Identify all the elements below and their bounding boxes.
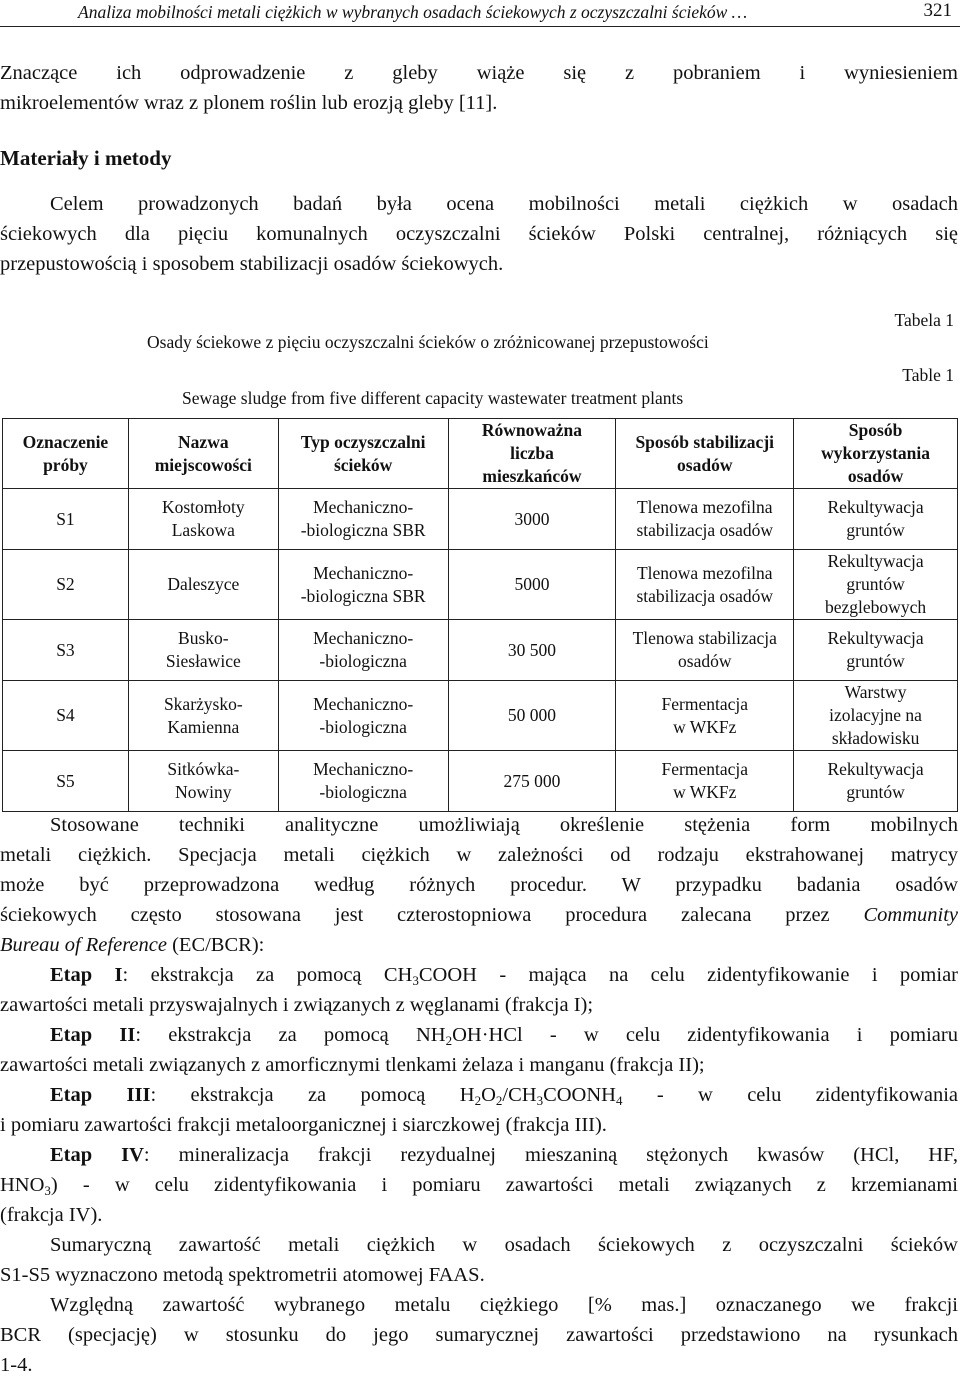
cell-stabilization: Fermentacja w WKFz [616, 751, 794, 812]
step-2-line: zawartości metali związanych z amorficznymi tlenkami żelaza i manganu (frakcja II); [0, 1054, 705, 1076]
methods-line: Celem prowadzonych badań była ocena mobilności metali ciężkich w osadach [50, 193, 958, 215]
cell-sample-id: S5 [3, 751, 129, 812]
summary-line: S1-S5 wyznaczono metodą spektrometrii atomowej FAAS. [0, 1264, 485, 1286]
step-text: : ekstrakcja za pomocą CH [122, 964, 413, 986]
cell-stabilization: Tlenowa stabilizacja osadów [616, 620, 794, 681]
subscript: 3 [536, 1093, 544, 1108]
cell-population-equivalent: 5000 [448, 550, 616, 620]
step-3-line: i pomiaru zawartości frakcji metaloorganicznej i siarczkowej (frakcja III). [0, 1114, 607, 1136]
header-cell-location: Nazwa miejscowości [128, 419, 278, 489]
step-4-line [0, 1140, 958, 1170]
analysis-text: ściekowych często stosowana jest czterostopniowa procedura zalecana przez [0, 904, 864, 926]
analysis-line [0, 930, 958, 960]
analysis-line [0, 900, 958, 930]
running-header [0, 0, 960, 27]
analysis-italic-text: Community [863, 904, 958, 926]
subscript: 3 [412, 973, 419, 988]
subscript: 2 [474, 1093, 482, 1108]
cell-plant-type: Mechaniczno- -biologiczna [278, 751, 448, 812]
step-2-line [0, 1020, 958, 1050]
analysis-paragraph [0, 810, 958, 1380]
section-title: Materiały i metody [0, 146, 172, 170]
cell-plant-type: Mechaniczno- -biologiczna SBR [278, 489, 448, 550]
cell-location: Sitkówka- Nowiny [128, 751, 278, 812]
summary-line: BCR (specjację) w stosunku do jego sumarycznej zawartości przedstawiono na rysunkach [0, 1324, 958, 1346]
cell-sample-id: S1 [3, 489, 129, 550]
sludge-table [2, 418, 958, 812]
table-title-en: Sewage sludge from five different capacity wastewater treatment plants [182, 388, 684, 408]
analysis-line: Stosowane techniki analityczne umożliwiają określenie stężenia form mobilnych [50, 814, 958, 836]
table-row [3, 489, 958, 550]
cell-plant-type: Mechaniczno- -biologiczna SBR [278, 550, 448, 620]
step-text: ) - w celu zidentyfikowania i pomiaru zawartości metali związanych z krzemianami [50, 1174, 958, 1196]
table-title-pl: Osady ściekowe z pięciu oczyszczalni ścieków o zróżnicowanej przepustowości [147, 332, 709, 352]
analysis-italic-text: Bureau of Reference [0, 934, 167, 956]
summary-line: Względną zawartość wybranego metalu ciężkiego [% mas.] oznaczanego we frakcji [50, 1294, 958, 1316]
cell-usage: Rekultywacja gruntów [794, 620, 958, 681]
intro-paragraph [0, 58, 958, 118]
step-text: COOH - mająca na celu zidentyfikowanie i pomiar [418, 964, 959, 986]
cell-usage: Warstwy izolacyjne na składowisku [794, 681, 958, 751]
methods-line: przepustowością i sposobem stabilizacji osadów ściekowych. [0, 253, 504, 275]
cell-population-equivalent: 30 500 [448, 620, 616, 681]
cell-plant-type: Mechaniczno- -biologiczna [278, 620, 448, 681]
step-text: : ekstrakcja za pomocą H [150, 1084, 475, 1106]
cell-stabilization: Tlenowa mezofilna stabilizacja osadów [616, 489, 794, 550]
cell-population-equivalent: 3000 [448, 489, 616, 550]
step-2-label: Etap II [50, 1024, 136, 1046]
step-text: OH·HCl - w celu zidentyfikowania i pomiaru [452, 1024, 958, 1046]
cell-usage: Rekultywacja gruntów bezglebowych [794, 550, 958, 620]
cell-plant-type: Mechaniczno- -biologiczna [278, 681, 448, 751]
cell-location: Busko- Siesławice [128, 620, 278, 681]
analysis-line: metali ciężkich. Specjacja metali ciężkich w zależności od rodzaju ekstrahowanej matrycy [0, 844, 958, 866]
header-cell-sample-id: Oznaczenie próby [3, 419, 129, 489]
cell-location: Kostomłoty Laskowa [128, 489, 278, 550]
cell-sample-id: S3 [3, 620, 129, 681]
methods-paragraph [0, 189, 958, 279]
cell-stabilization: Fermentacja w WKFz [616, 681, 794, 751]
summary-line: Sumaryczną zawartość metali ciężkich w osadach ściekowych z oczyszczalni ścieków [50, 1234, 958, 1256]
intro-line: mikroelementów wraz z plonem roślin lub erozją gleby [11]. [0, 92, 498, 114]
header-cell-plant-type: Typ oczyszczalni ścieków [278, 419, 448, 489]
header-cell-population-equivalent: Równoważna liczba mieszkańców [448, 419, 616, 489]
table-row [3, 751, 958, 812]
running-title: Analiza mobilności metali ciężkich w wybranych osadach ściekowych z oczyszczalni ścieków … [78, 2, 748, 22]
step-4-line: (frakcja IV). [0, 1204, 103, 1226]
step-text: /CH [502, 1084, 537, 1106]
cell-population-equivalent: 275 000 [448, 751, 616, 812]
step-4-line [0, 1170, 958, 1200]
table-header-row [3, 419, 958, 489]
cell-location: Daleszyce [128, 550, 278, 620]
step-4-label: Etap IV [50, 1144, 144, 1166]
table-label-en: Table 1 [902, 365, 954, 385]
cell-sample-id: S2 [3, 550, 129, 620]
analysis-line: może być przeprowadzona według różnych procedur. W przypadku badania osadów [0, 874, 958, 896]
step-1-line [0, 960, 958, 990]
step-text: O [481, 1084, 496, 1106]
summary-line: 1-4. [0, 1354, 33, 1376]
cell-usage: Rekultywacja gruntów [794, 751, 958, 812]
step-text: : mineralizacja frakcji rezydualnej mieszaniną stężonych kwasów (HCl, HF, [143, 1144, 958, 1166]
step-1-line: zawartości metali przyswajalnych i związanych z węglanami (frakcja I); [0, 994, 594, 1016]
subscript: 3 [44, 1183, 51, 1198]
intro-line: Znaczące ich odprowadzenie z gleby wiąże się z pobraniem i wyniesieniem [0, 62, 958, 84]
table-label-pl: Tabela 1 [894, 310, 954, 330]
step-text: - w celu zidentyfikowania [622, 1084, 958, 1106]
table-row [3, 620, 958, 681]
cell-location: Skarżysko- Kamienna [128, 681, 278, 751]
cell-population-equivalent: 50 000 [448, 681, 616, 751]
step-text: COONH [543, 1084, 616, 1106]
page-number: 321 [923, 0, 952, 21]
table-row [3, 681, 958, 751]
step-text: : ekstrakcja za pomocą NH [135, 1024, 446, 1046]
step-1-label: Etap I [50, 964, 123, 986]
subscript: 2 [495, 1093, 503, 1108]
step-3-label: Etap III [50, 1084, 151, 1106]
subscript: 2 [445, 1033, 453, 1048]
step-3-line [0, 1080, 958, 1110]
cell-sample-id: S4 [3, 681, 129, 751]
step-text: HNO [0, 1174, 45, 1196]
subscript: 4 [615, 1093, 623, 1108]
analysis-text: (EC/BCR): [166, 934, 265, 956]
cell-stabilization: Tlenowa mezofilna stabilizacja osadów [616, 550, 794, 620]
table-row [3, 550, 958, 620]
methods-line: ściekowych dla pięciu komunalnych oczyszczalni ścieków Polski centralnej, różniących się [0, 223, 958, 245]
header-cell-usage: Sposób wykorzystania osadów [794, 419, 958, 489]
header-cell-stabilization: Sposób stabilizacji osadów [616, 419, 794, 489]
cell-usage: Rekultywacja gruntów [794, 489, 958, 550]
